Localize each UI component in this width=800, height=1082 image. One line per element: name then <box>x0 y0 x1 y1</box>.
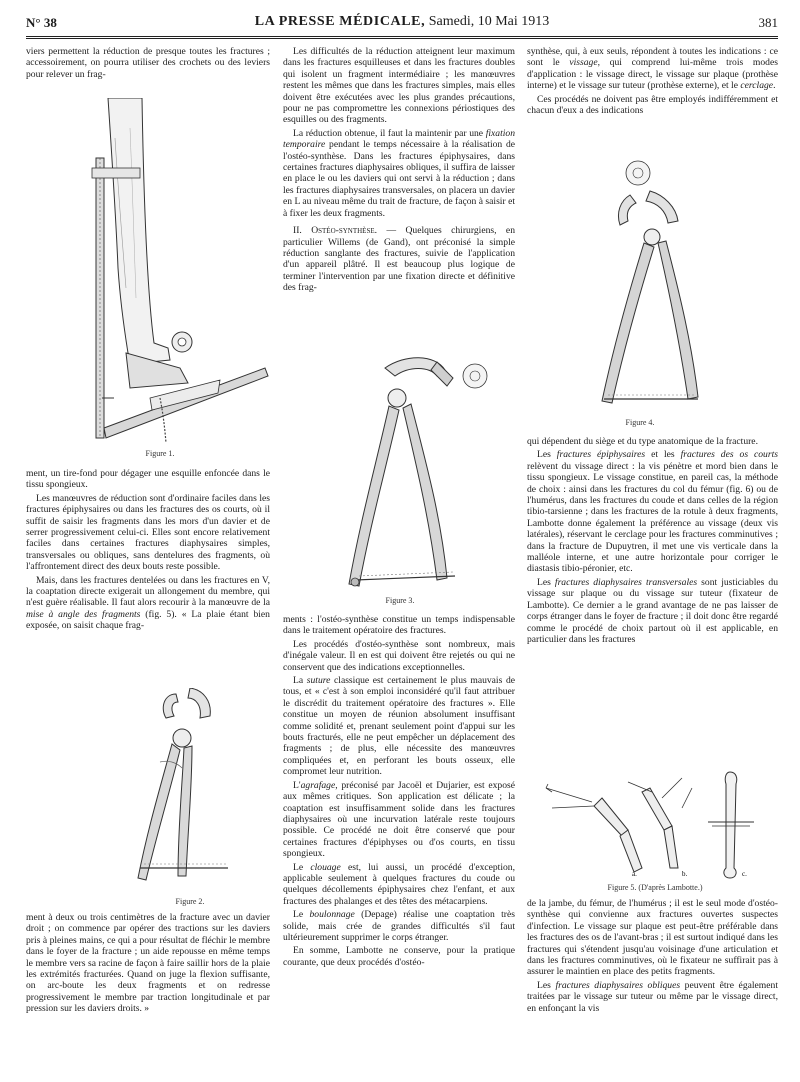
figure-4-caption: Figure 4. <box>625 418 655 427</box>
paragraph: La réduction obtenue, il faut la maintenir par une fixation temporaire pendant le temps nécessaire à la réalisation de l'ostéo-synthèse. Dans les fractures épiphysaires, dans certaines fractures diaphysaires obliques, il suffira de laisser en place le ou les daviers qui ont servi à la réduction ; dans les fractures diaphysaires transversales, on placera un davier en L au niveau même du trait de fracture, de façon à saisir et à fixer les deux fragments. <box>283 127 516 219</box>
paragraph: La suture classique est certainement le plus mauvais de tous, et « c'est à son emploi inconsidéré qu'il faut attribuer le discrédit du traitement opératoire des fractures ». Elle constitue un moyen de réunion absolument insuffisant comme solidité et, prenant seulement point d'appui sur les bouts fracturés, elle ne peut empêcher un déplacement des fragments ; de plus, elle nécessite des manœuvres compliquées et, en perforant les bouts osseux, elle compromet leur nutrition. <box>283 675 515 778</box>
figure-1-leg-traction-apparatus <box>70 98 270 448</box>
figure-5-caption: Figure 5. (D'après Lambotte.) <box>607 883 703 892</box>
column-3-top <box>527 46 778 118</box>
section-heading: II. Ostéo-synthèse. <box>293 225 378 237</box>
page-number: 381 <box>758 15 778 30</box>
paragraph: Les fractures diaphysaires obliques peuvent être également traitées par le vissage sur tuteur ou même par le vissage direct, en enfonçant la vis <box>527 979 778 1014</box>
paragraph: ments : l'ostéo-synthèse constitue un temps indispensable dans le traitement opératoire des fractures. <box>283 614 515 637</box>
header-rule-secondary <box>26 38 778 39</box>
paragraph: II. Ostéo-synthèse. — Quelques chirurgiens, en particulier Willems (de Gand), ont préconisé la simple réduction sanglante des fractures, suivie de l'application d'un appareil plâtré. Il est beaucoup plus logique de terminer l'intervention par une fixation directe et définitive des frag- <box>283 225 515 294</box>
journal-masthead <box>26 14 778 30</box>
figure-4-l-shaped-forceps <box>580 155 720 415</box>
figure-2-caption: Figure 2. <box>175 897 205 906</box>
column-1-top <box>26 46 270 82</box>
column-2-top <box>283 46 515 296</box>
paragraph: Le boulonnage (Depage) réalise une coaptation très solide, mais crée de grandes difficultés s'il faut ultérieurement supprimer le corps étranger. <box>283 909 515 943</box>
issue-date: Samedi, 10 Mai 1913 <box>428 14 550 29</box>
figure-1-caption: Figure 1. <box>145 449 175 458</box>
journal-title: LA PRESSE MÉDICALE, <box>254 14 426 29</box>
paragraph: En somme, Lambotte ne conserve, pour la pratique courante, que deux procédés d'ostéo- <box>283 945 515 968</box>
figure-5-label-a: a. <box>632 870 637 878</box>
page-header <box>26 12 778 34</box>
column-2-bottom <box>283 614 515 970</box>
paragraph: de la jambe, du fémur, de l'humérus ; il est le seul mode d'ostéo-synthèse qui convienne aux fractures ouvertes suspectes d'infection. Le vissage sur plaque est peut-être préférable dans les fractures des os de l'avant-bras ; il est surtout indiqué dans les fractures qui s'étendent jusqu'au voisinage d'une articulation et dans les fractures comminutives, où le fixateur ne suffirait pas à assurer le maintien en place des petits fragments. <box>527 898 778 978</box>
figure-5-label-b: b. <box>682 870 688 878</box>
paragraph: Le clouage est, lui aussi, un procédé d'exception, applicable seulement à quelques fractures du coude ou quelques décollements épiphysaires chez l'enfant, et aux fractures des phalanges et des têtes des métacarpiens. <box>283 861 516 907</box>
paragraph: Ces procédés ne doivent pas être employés indifféremment et chacun d'eux a des indications <box>527 93 778 117</box>
figure-5-fragment-angulation <box>532 768 778 880</box>
paragraph: Les procédés d'ostéo-synthèse sont nombreux, mais d'inégale valeur. Il en est qui doivent être rejetés ou qui ne conservent que des indications exceptionnelles. <box>283 638 515 673</box>
figure-5-label-c: c. <box>742 870 747 878</box>
paragraph: viers permettent la réduction de presque toutes les fractures ; accessoirement, on pourra utiliser des crochets ou des leviers pour relever un frag- <box>26 46 270 80</box>
paragraph: qui dépendent du siège et du type anatomique de la fracture. <box>527 436 758 447</box>
column-1-bottom <box>26 912 270 1017</box>
paragraph: Les fractures épiphysaires et les fractures des os courts relèvent du vissage direct : la vis pénètre et mord bien dans le tissu spongieux. Le vissage constitue, en pareil cas, la méthode de choix : ainsi dans les fractures du col du fémur (fig. 6) ou de l'humérus, dans les fractures du coude et dans celles de la région tibio-tarsienne ; dans les fractures de la rotule à deux fragments, Lambotte donne également la préférence au vissage (deux vis latérales), réservant le cerclage pour les fractures comminutives ; dans la fracture de Dupuytren, il met une vis verticale dans la malléole interne, et une autre horizontale pour corriger le diastasis tibio-péronier, etc. <box>527 449 778 575</box>
issue-number: N° 38 <box>26 15 57 30</box>
figure-2-bone-forceps <box>120 688 230 888</box>
paragraph: ment, un tire-fond pour dégager une esquille enfoncée dans le tissu spongieux. <box>26 468 270 491</box>
paragraph: ment à deux ou trois centimètres de la fracture avec un davier droit ; on commence par opérer des tractions sur les daviers pris à pleines mains, ce qui a pour résultat de fléchir le membre dans le foyer de la fracture ; un aide repousse en même temps le membre vers sa racine de façon à faire saillir hors de la plaie les extrémités fracturées. Quand on juge la flexion suffisante, on arc-boute les deux fragments et on redresse progressivement le membre par traction longitudinale et par pression sur les daviers droits. » <box>26 912 270 1015</box>
paragraph: Mais, dans les fractures dentelées ou dans les fractures en V, la coaptation directe exigerait un allongement du membre, qui n'est guère réalisable. Il faut alors recourir à la manœuvre de la mise à angle des fragments (fig. 5). « La plaie étant bien exposée, on saisit chaque frag- <box>26 574 270 632</box>
column-3-bottom <box>527 898 778 1016</box>
column-1-middle <box>26 468 270 634</box>
paragraph: synthèse, qui, à eux seuls, répondent à toutes les indications : ce sont le vissage, qui comprend lui-même trois modes d'application : le vissage direct, le vissage sur plaque (prothèse interne) et le vissage sur tuteur (prothèse externe), et le cerclage. <box>527 46 778 92</box>
paragraph: Les fractures diaphysaires transversales sont justiciables du vissage sur plaque ou du vissage sur tuteur (fixateur de Lambotte). Ce dernier a le grand avantage de ne pas laisser de corps étranger dans le foyer de fracture ; il doit donc être regardé comme le procédé de choix partout où il est applicable, en particulier dans les fractures <box>527 576 779 645</box>
figure-3-caption: Figure 3. <box>385 596 415 605</box>
paragraph: Les difficultés de la réduction atteignent leur maximum dans les fractures esquilleuses et dans les fractures doubles qui isolent un fragment intermédiaire ; les manœuvres restent les mêmes que dans les fractures simples, mais elles doivent être exécutées avec les plus grandes précautions, pour ne pas compromettre les connexions périostiques des esquilles ou des fragments. <box>283 46 515 126</box>
paragraph: Les manœuvres de réduction sont d'ordinaire faciles dans les fractures épiphysaires ou dans les fractures des os courts, où il suffit de saisir les fragments dans les mors d'un davier et de serrer progressivement celui-ci. Elles sont encore relativement faciles dans certaines fractures diaphysaires simples, transversales ou obliques, sans dentelures des fragments, où l'affrontement direct des deux bouts reste possible. <box>26 492 270 573</box>
header-rule <box>26 36 778 37</box>
figure-3-reduction-forceps <box>325 348 505 598</box>
paragraph: L'agrafage, préconisé par Jacoël et Dujarier, est exposé aux mêmes critiques. Son application est délicate ; la coaptation est insuffisamment solide dans les fractures diaphysaires où une incurvation latérale reste toujours possible. Ce procédé ne doit être conservé que pour certaines fractures d'épiphyses ou d'os courts, en tissu spongieux. <box>283 779 515 860</box>
column-3-middle <box>527 436 778 647</box>
